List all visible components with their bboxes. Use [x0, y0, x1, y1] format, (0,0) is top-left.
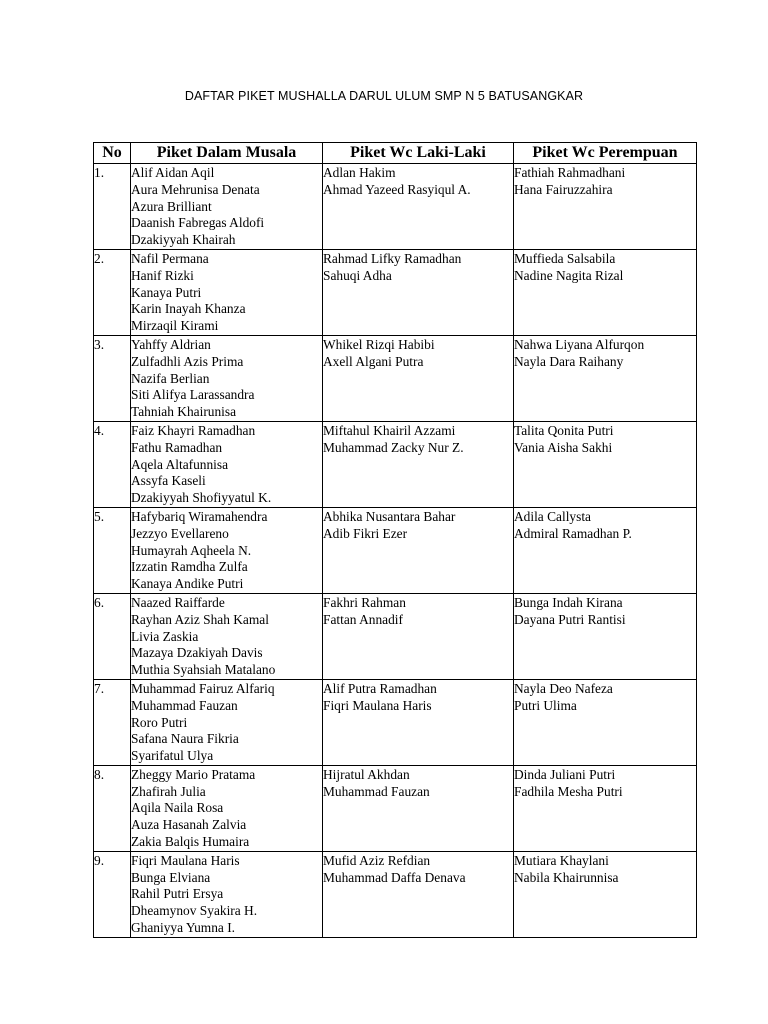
piket-wc-perempuan-cell [514, 507, 697, 593]
piket-dalam-musala-cell [131, 421, 323, 507]
piket-wc-laki-laki-cell [323, 249, 514, 335]
student-name: Fiqri Maulana Haris [131, 852, 240, 868]
piket-wc-laki-laki-cell [323, 851, 514, 937]
student-name: Bunga Indah Kirana [514, 594, 623, 610]
student-name: Adlan Hakim [323, 165, 396, 180]
student-name: Alif Putra Ramadhan [323, 680, 437, 696]
piket-wc-perempuan-cell [514, 765, 697, 851]
student-name: Safana Naura Fikria [131, 731, 239, 747]
student-name: Zakia Balqis Humaira [131, 834, 250, 850]
piket-wc-laki-laki-cell [323, 507, 514, 593]
table-row [94, 679, 697, 765]
student-name: Hijratul Akhdan [323, 766, 410, 782]
student-name: Assyfa Kaseli [131, 473, 206, 489]
student-name: Nazifa Berlian [131, 370, 210, 386]
student-name: Adila Callysta [514, 508, 591, 524]
student-name: Dinda Juliani Putri [514, 766, 616, 782]
student-name: Mazaya Dzakiyah Davis [131, 645, 263, 661]
table-row [94, 164, 697, 250]
table-row [94, 851, 697, 937]
piket-wc-perempuan-cell [514, 164, 697, 250]
document-title: DAFTAR PIKET MUSHALLA DARUL ULUM SMP N 5 BATUSANGKAR [184, 89, 584, 103]
student-name: Nayla Dara Raihany [514, 353, 624, 369]
student-name: Siti Alifya Larassandra [131, 387, 255, 403]
row-number: 5. [94, 507, 131, 593]
piket-wc-perempuan-cell [514, 679, 697, 765]
student-name: Vania Aisha Sakhi [514, 439, 613, 455]
header-piket-wc-perempuan: Piket Wc Perempuan [514, 143, 697, 164]
row-number: 1. [94, 164, 131, 250]
student-name: Zulfadhli Azis Prima [131, 353, 244, 369]
piket-dalam-musala-cell [131, 335, 323, 421]
student-name: Fadhila Mesha Putri [514, 783, 623, 799]
student-name: Ahmad Yazeed Rasyiqul A. [323, 181, 471, 197]
student-name: Muhammad Zacky Nur Z. [323, 439, 464, 455]
student-name: Karin Inayah Khanza [131, 301, 246, 317]
student-name: Aqela Altafunnisa [131, 456, 229, 472]
piket-wc-perempuan-cell [514, 421, 697, 507]
student-name: Yahffy Aldrian [131, 336, 211, 352]
piket-wc-laki-laki-cell [323, 593, 514, 679]
row-number: 7. [94, 679, 131, 765]
student-name: Fattan Annadif [323, 611, 403, 627]
table-body [94, 164, 697, 938]
table-row [94, 507, 697, 593]
student-name: Zhafirah Julia [131, 783, 206, 799]
student-name: Humayrah Aqheela N. [131, 542, 252, 558]
student-name: Mirzaqil Kirami [131, 318, 219, 334]
student-name: Nadine Nagita Rizal [514, 267, 624, 283]
student-name: Muhammad Fauzan [323, 783, 430, 799]
student-name: Aura Mehrunisa Denata [131, 181, 260, 197]
row-number: 6. [94, 593, 131, 679]
student-name: Daanish Fabregas Aldofi [131, 215, 265, 231]
student-name: Azura Brilliant [131, 198, 212, 214]
student-name: Whikel Rizqi Habibi [323, 336, 435, 352]
student-name: Fiqri Maulana Haris [323, 697, 432, 713]
piket-dalam-musala-cell [131, 851, 323, 937]
piket-dalam-musala-cell [131, 593, 323, 679]
student-name: Hana Fairuzzahira [514, 181, 613, 197]
student-name: Nafil Permana [131, 250, 209, 266]
header-row [94, 143, 697, 164]
row-number: 8. [94, 765, 131, 851]
student-name: Dheamynov Syakira H. [131, 903, 258, 919]
student-name: Muhammad Fauzan [131, 697, 238, 713]
table-row [94, 593, 697, 679]
header-piket-wc-laki-laki: Piket Wc Laki-Laki [323, 143, 514, 164]
student-name: Kanaya Andike Putri [131, 576, 244, 592]
table-row [94, 335, 697, 421]
student-name: Muthia Syahsiah Matalano [131, 662, 276, 678]
student-name: Miftahul Khairil Azzami [323, 422, 456, 438]
student-name: Fathu Ramadhan [131, 439, 223, 455]
piket-dalam-musala-cell [131, 507, 323, 593]
student-name: Sahuqi Adha [323, 267, 392, 283]
student-name: Mufid Aziz Refdian [323, 852, 431, 868]
row-number: 3. [94, 335, 131, 421]
piket-wc-laki-laki-cell [323, 679, 514, 765]
student-name: Izzatin Ramdha Zulfa [131, 559, 248, 575]
row-number: 2. [94, 249, 131, 335]
student-name: Dzakiyyah Shofiyyatul K. [131, 490, 272, 506]
student-name: Rayhan Aziz Shah Kamal [131, 611, 269, 627]
student-name: Rahil Putri Ersya [131, 886, 224, 902]
student-name: Naazed Raiffarde [131, 594, 225, 610]
piket-wc-laki-laki-cell [323, 335, 514, 421]
student-name: Muhammad Daffa Denava [323, 869, 466, 885]
student-name: Aqila Naila Rosa [131, 800, 224, 816]
student-name: Bunga Elviana [131, 869, 211, 885]
student-name: Dayana Putri Rantisi [514, 611, 626, 627]
piket-wc-laki-laki-cell [323, 164, 514, 250]
piket-table [93, 142, 697, 938]
piket-wc-perempuan-cell [514, 249, 697, 335]
student-name: Syarifatul Ulya [131, 748, 214, 764]
student-name: Nabila Khairunnisa [514, 869, 619, 885]
student-name: Roro Putri [131, 714, 188, 730]
table-row [94, 249, 697, 335]
student-name: Rahmad Lifky Ramadhan [323, 250, 462, 266]
piket-dalam-musala-cell [131, 249, 323, 335]
student-name: Zheggy Mario Pratama [131, 766, 256, 782]
table-row [94, 765, 697, 851]
student-name: Hafybariq Wiramahendra [131, 508, 268, 524]
student-name: Auza Hasanah Zalvia [131, 817, 247, 833]
row-number: 9. [94, 851, 131, 937]
student-name: Mutiara Khaylani [514, 852, 609, 868]
piket-wc-laki-laki-cell [323, 765, 514, 851]
student-name: Admiral Ramadhan P. [514, 525, 632, 541]
student-name: Nayla Deo Nafeza [514, 680, 613, 696]
piket-wc-perempuan-cell [514, 335, 697, 421]
student-name: Nahwa Liyana Alfurqon [514, 336, 645, 352]
student-name: Abhika Nusantara Bahar [323, 508, 456, 524]
student-name: Talita Qonita Putri [514, 422, 614, 438]
student-name: Faiz Khayri Ramadhan [131, 422, 256, 438]
header-no: No [94, 143, 131, 164]
student-name: Putri Ulima [514, 697, 577, 713]
piket-wc-perempuan-cell [514, 851, 697, 937]
student-name: Alif Aidan Aqil [131, 165, 215, 180]
student-name: Tahniah Khairunisa [131, 404, 237, 420]
student-name: Fakhri Rahman [323, 594, 406, 610]
student-name: Axell Algani Putra [323, 353, 424, 369]
piket-dalam-musala-cell [131, 765, 323, 851]
student-name: Hanif Rizki [131, 267, 194, 283]
student-name: Kanaya Putri [131, 284, 202, 300]
student-name: Dzakiyyah Khairah [131, 232, 236, 248]
student-name: Muffieda Salsabila [514, 250, 616, 266]
student-name: Jezzyo Evellareno [131, 525, 229, 541]
student-name: Fathiah Rahmadhani [514, 165, 626, 180]
piket-dalam-musala-cell [131, 164, 323, 250]
row-number: 4. [94, 421, 131, 507]
header-piket-dalam-musala: Piket Dalam Musala [131, 143, 323, 164]
student-name: Ghaniyya Yumna I. [131, 920, 235, 936]
piket-wc-laki-laki-cell [323, 421, 514, 507]
student-name: Adib Fikri Ezer [323, 525, 408, 541]
student-name: Muhammad Fairuz Alfariq [131, 680, 275, 696]
piket-wc-perempuan-cell [514, 593, 697, 679]
piket-dalam-musala-cell [131, 679, 323, 765]
student-name: Livia Zaskia [131, 628, 199, 644]
table-row [94, 421, 697, 507]
